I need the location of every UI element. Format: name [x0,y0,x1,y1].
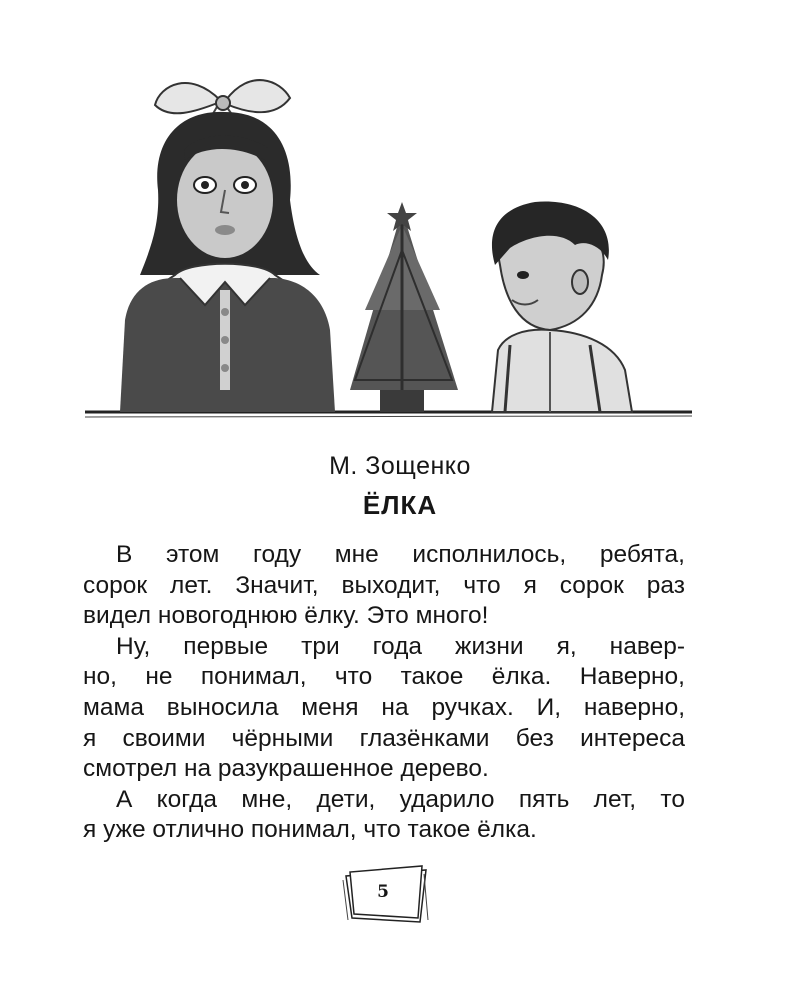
text-line: В этом году мне исполнилось, ребята, [116,541,685,568]
text-line: я уже отлично понимал, что такое ёлка. [83,816,537,844]
text-line: мама выносила меня на ручках. И, наверно, [83,693,685,721]
story-title: ЁЛКА [362,490,438,520]
girl-with-bow-icon [120,80,335,412]
boy-icon [492,202,632,412]
page-number-badge [340,862,430,926]
page-number: 5 [377,882,389,902]
text-line: Ну, первые три года жизни я, навер- [116,632,685,660]
text-line: видел новогоднюю ёлку. Это много! [83,602,489,630]
text-line: сорок лет. Значит, выходит, что я сорок раз [83,571,685,599]
text-line: я своими чёрными глазёнками без интереса [83,724,685,752]
christmas-tree-icon [350,202,458,412]
text-line: смотрел на разукрашенное дерево. [83,755,489,783]
author-name: М. Зощенко [329,452,471,480]
illustration [80,50,700,430]
text-line: А когда мне, дети, ударило пять лет, то [116,785,685,813]
story-text [83,540,685,846]
text-line: но, не понимал, что такое ёлка. Наверно, [83,663,685,691]
